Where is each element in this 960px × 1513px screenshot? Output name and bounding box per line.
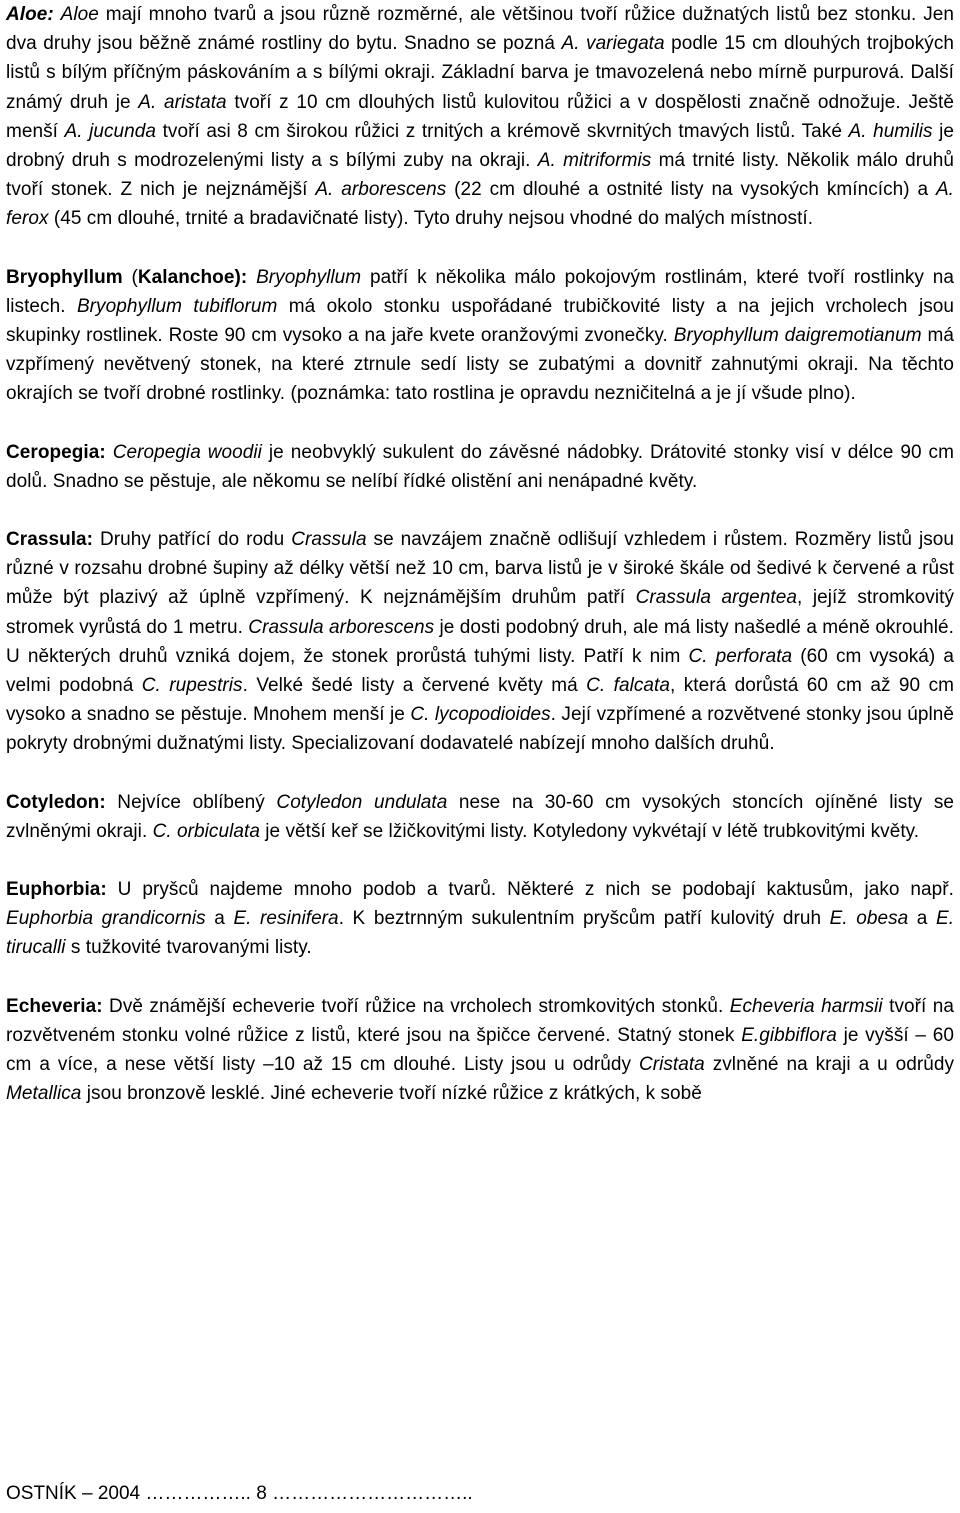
body-text: ( bbox=[122, 266, 138, 288]
document-page bbox=[6, 0, 954, 1109]
body-text: . Její vzpřímené a rozvětvené stonky jsou úplně pokryty drobnými dužnatými listy. Specializovaní dodavatelé nabízejí mnoho dalších druhů. bbox=[6, 704, 954, 755]
species-name: Aloe bbox=[60, 4, 99, 25]
body-text: má vzpřímený nevětvený stonek, na které ztrnule sedí listy se zubatými a dovnitř zahnutými okraji. Na těchto okrajích se tvoří drobné rostlinky. (poznámka: tato rostlina je opravdu nezničitelná a je jí všude plno). bbox=[6, 325, 954, 405]
body-text: jsou bronzově lesklé. Jiné echeverie tvoří nízké růžice z krátkých, k sobě bbox=[81, 1083, 702, 1105]
body-text: tvoří z 10 cm dlouhých listů kulovitou růžici a v dospělosti značně odnožuje. Ještě menší bbox=[6, 91, 954, 142]
body-text: je vyšší – 60 cm a více, a nese větší listy –10 až 15 cm dlouhé. Listy jsou u odrůdy bbox=[6, 1024, 954, 1076]
body-text: , jejíž stromkovitý stromek vyrůstá do 1 metru. bbox=[6, 587, 954, 638]
body-text: a bbox=[205, 908, 234, 930]
body-text: podle 15 cm dlouhých trojbokých listů s bílým příčným páskováním a s bílými okraji. Základní barva je tmavozelená nebo mírně purpurová. Další známý druh je bbox=[6, 33, 955, 113]
document-body bbox=[6, 0, 954, 1109]
paragraph-cotyledon bbox=[6, 788, 954, 846]
body-text: tvoří na rozvětveném stonku volné růžice z listů, které jsou na špičce červené. Statný stonek bbox=[6, 995, 954, 1046]
paragraph-gap bbox=[6, 759, 954, 788]
page-footer bbox=[6, 1480, 954, 1508]
body-text: je větší keř se lžičkovitými listy. Kotyledony vykvétají v létě trubkovitými květy. bbox=[259, 820, 920, 842]
species-name: C. perforata bbox=[688, 645, 793, 667]
species-name: Cristata bbox=[638, 1054, 705, 1076]
species-name: E. obesa bbox=[829, 908, 909, 930]
body-text: nese na 30-60 cm vysokých stoncích ojíněné listy se zvlněnými okraji. bbox=[6, 791, 954, 842]
body-text: U pryšců najdeme mnoho podob a tvarů. Některé z nich se podobají kaktusům, jako např. bbox=[106, 879, 954, 901]
species-name: A. mitriformis bbox=[537, 150, 652, 172]
paragraph-gap bbox=[6, 409, 954, 438]
footer-text: OSTNÍK – 2004 …………….. 8 ………………………….. bbox=[6, 1483, 473, 1504]
genus-heading: ): bbox=[234, 266, 248, 288]
genus-heading: Ceropegia: bbox=[6, 441, 106, 463]
paragraph-gap bbox=[6, 234, 954, 263]
paragraph-gap bbox=[6, 963, 954, 992]
body-text: Dvě známější echeverie tvoří růžice na vrcholech stromkovitých stonků. bbox=[102, 995, 730, 1017]
body-text: je neobvyklý sukulent do závěsné nádobky. Drátovité stonky visí v délce 90 cm dolů. Snadno se pěstuje, ale někomu se nelíbí řídké olistění ani nenápadné květy. bbox=[6, 441, 954, 492]
paragraph-gap bbox=[6, 846, 954, 875]
body-text: . Velké šedé listy a červené květy má bbox=[242, 675, 587, 697]
species-name: C. falcata bbox=[586, 675, 670, 697]
body-text: a bbox=[908, 908, 936, 930]
paragraph-ceropegia bbox=[6, 438, 954, 496]
species-name: A. jucunda bbox=[64, 120, 157, 142]
paragraph-crassula bbox=[6, 525, 954, 759]
species-name: Echeveria harmsii bbox=[729, 995, 883, 1017]
body-text: s tužkovité tvarovanými listy. bbox=[65, 937, 312, 959]
genus-heading: Cotyledon: bbox=[6, 791, 106, 813]
body-text: má trnité listy. Několik málo druhů tvoří stonek. Z nich je nejznámější bbox=[6, 150, 954, 201]
species-name: Crassula argentea bbox=[635, 587, 797, 609]
body-text: Nejvíce oblíbený bbox=[105, 791, 277, 813]
body-text bbox=[247, 267, 256, 288]
body-text: Druhy patřící do rodu bbox=[93, 529, 292, 551]
body-text: . K beztrnným sukulentním pryšcům patří kulovitý druh bbox=[338, 908, 830, 930]
genus-heading: Kalanchoe bbox=[137, 266, 235, 288]
body-text: , která dorůstá 60 cm až 90 cm vysoko a snadno se pěstuje. Mnohem menší je bbox=[6, 675, 955, 726]
body-text: je drobný druh s modrozelenými listy a s bílými zuby na okraji. bbox=[6, 120, 954, 172]
paragraph-aloe bbox=[6, 0, 954, 234]
species-name: A. humilis bbox=[848, 120, 933, 142]
genus-heading: Echeveria: bbox=[6, 995, 103, 1017]
genus-heading: Bryophyllum bbox=[6, 266, 123, 288]
paragraph-gap bbox=[6, 496, 954, 525]
genus-heading: Crassula: bbox=[6, 529, 94, 551]
paragraph-euphorbia bbox=[6, 875, 954, 963]
species-name: Bryophyllum daigremotianum bbox=[673, 325, 922, 347]
genus-heading: Euphorbia: bbox=[6, 879, 107, 901]
body-text: (45 cm dlouhé, trnité a bradavičnaté listy). Tyto druhy nejsou vhodné do malých místností. bbox=[48, 208, 814, 230]
species-name: E. tirucalli bbox=[6, 908, 955, 959]
body-text: se navzájem značně odlišují vzhledem i růstem. Rozměry listů jsou různé v rozsahu drobné šupiny až délky větší než 10 cm, barva listů je v široké škále od šedivé k červené a růst může být plazivý až úplně vzpřímený. K nejznámějším druhům patří bbox=[6, 529, 955, 609]
species-name: Crassula arborescens bbox=[248, 616, 435, 638]
paragraph-echeveria bbox=[6, 992, 954, 1109]
body-text: zvlněné na kraji a u odrůdy bbox=[704, 1054, 954, 1076]
species-name: C. orbiculata bbox=[152, 820, 260, 842]
body-text: tvoří asi 8 cm širokou růžici z trnitých a krémově skvrnitých tmavých listů. Také bbox=[156, 120, 849, 142]
species-name: C. rupestris bbox=[141, 675, 243, 697]
species-name: A. variegata bbox=[561, 33, 665, 55]
body-text bbox=[54, 4, 61, 25]
species-name: A. ferox bbox=[6, 179, 954, 230]
species-name: Metallica bbox=[6, 1083, 82, 1105]
species-name: Bryophyllum tubiflorum bbox=[76, 295, 278, 317]
body-text: (60 cm vysoká) a velmi podobná bbox=[6, 645, 954, 697]
body-text: má okolo stonku uspořádané trubičkovité listy a na jejich vrcholech jsou skupinky rostlinek. Roste 90 cm vysoko a na jaře kvete oranžovými zvonečky. bbox=[6, 295, 954, 347]
body-text: mají mnoho tvarů a jsou různě rozměrné, ale většinou tvoří růžice dužnatých listů bez stonku. Jen dva druhy jsou běžně známé rostliny do bytu. Snadno se pozná bbox=[6, 4, 954, 55]
species-name: C. lycopodioides bbox=[410, 704, 551, 726]
species-name: Crassula bbox=[291, 529, 367, 551]
species-name: Euphorbia grandicornis bbox=[6, 908, 206, 930]
species-name: Bryophyllum bbox=[256, 266, 362, 288]
body-text: patří k několika málo pokojovým rostlinám, které tvoří rostlinky na listech. bbox=[6, 266, 954, 317]
species-name: A. aristata bbox=[138, 91, 227, 113]
paragraph-bryophyllum bbox=[6, 263, 954, 409]
body-text: je dosti podobný druh, ale má listy našedlé a méně okrouhlé. U některých druhů vzniká dojem, že stonek prorůstá tuhými listy. Patří k nim bbox=[6, 616, 954, 667]
genus-heading: Aloe: bbox=[6, 4, 54, 25]
species-name: E. resinifera bbox=[233, 908, 339, 930]
body-text: (22 cm dlouhé a ostnité listy na vysokých kmíncích) a bbox=[446, 179, 936, 201]
species-name: A. arborescens bbox=[315, 179, 447, 201]
species-name: Cotyledon undulata bbox=[276, 791, 448, 813]
body-text bbox=[106, 442, 113, 463]
species-name: Ceropegia woodii bbox=[112, 441, 262, 463]
species-name: E.gibbiflora bbox=[741, 1024, 837, 1046]
